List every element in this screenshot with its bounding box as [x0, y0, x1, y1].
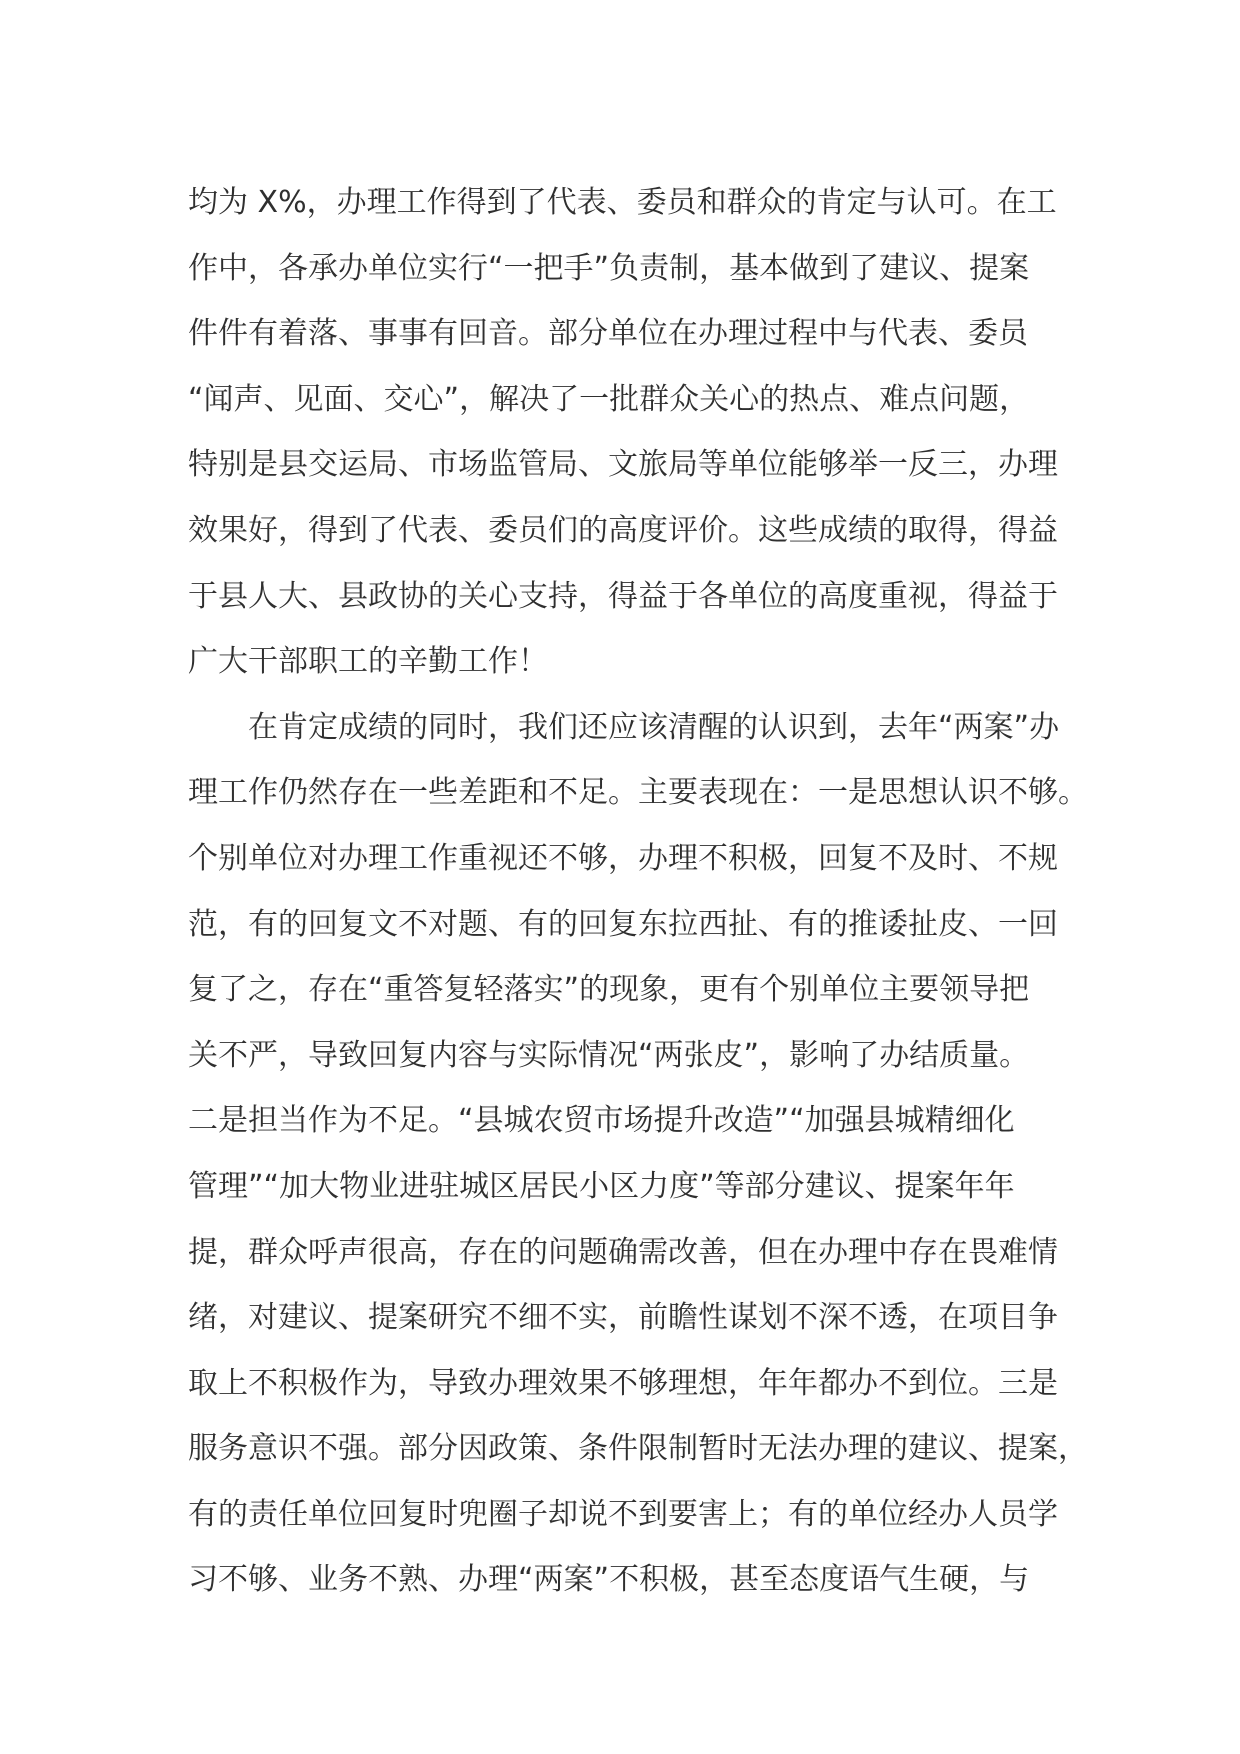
- text-line-15: 二是担当作为不足。“县城农贸市场提升改造”“加强县城精细化: [188, 1103, 1015, 1139]
- text-line-2: 作中，各承办单位实行“一把手”负责制，基本做到了建议、提案: [188, 250, 1030, 286]
- text-line-14: 关不严，导致回复内容与实际情况“两张皮”，影响了办结质量。: [188, 1037, 1030, 1073]
- text-line-19: 取上不积极作为，导致办理效果不够理想，年年都办不到位。三是: [188, 1365, 1058, 1401]
- body-text: [188, 170, 1088, 1613]
- text-line-4: “闻声、见面、交心”，解决了一批群众关心的热点、难点问题，: [188, 381, 1030, 417]
- text-line-17: 提，群众呼声很高，存在的问题确需改善，但在办理中存在畏难情: [188, 1234, 1058, 1270]
- text-line-16: 管理”“加大物业进驻城区居民小区力度”等部分建议、提案年年: [188, 1168, 1015, 1204]
- text-line-7: 于县人大、县政协的关心支持，得益于各单位的高度重视，得益于: [188, 578, 1058, 614]
- text-line-20: 服务意识不强。部分因政策、条件限制暂时无法办理的建议、提案，: [188, 1431, 1088, 1467]
- text-line-3: 件件有着落、事事有回音。部分单位在办理过程中与代表、委员: [188, 316, 1028, 352]
- text-line-6: 效果好，得到了代表、委员们的高度评价。这些成绩的取得，得益: [188, 512, 1058, 548]
- text-line-9: 在肯定成绩的同时，我们还应该清醒的认识到，去年“两案”办: [188, 709, 1060, 745]
- text-line-21: 有的责任单位回复时兜圈子却说不到要害上；有的单位经办人员学: [188, 1496, 1058, 1532]
- text-line-11: 个别单位对办理工作重视还不够，办理不积极，回复不及时、不规: [188, 840, 1058, 876]
- text-line-8: 广大干部职工的辛勤工作！: [188, 644, 548, 680]
- text-line-12: 范，有的回复文不对题、有的回复东拉西扯、有的推诿扯皮、一回: [188, 906, 1058, 942]
- text-line-22: 习不够、业务不熟、办理“两案”不积极，甚至态度语气生硬，与: [188, 1562, 1030, 1598]
- text-line-18: 绪，对建议、提案研究不细不实，前瞻性谋划不深不透，在项目争: [188, 1300, 1058, 1336]
- text-line-13: 复了之，存在“重答复轻落实”的现象，更有个别单位主要领导把: [188, 972, 1030, 1008]
- text-line-10: 理工作仍然存在一些差距和不足。主要表现在：一是思想认识不够。: [188, 775, 1088, 811]
- text-line-1: 均为 X%，办理工作得到了代表、委员和群众的肯定与认可。在工: [188, 185, 1057, 220]
- text-line-5: 特别是县交运局、市场监管局、文旅局等单位能够举一反三，办理: [188, 447, 1058, 483]
